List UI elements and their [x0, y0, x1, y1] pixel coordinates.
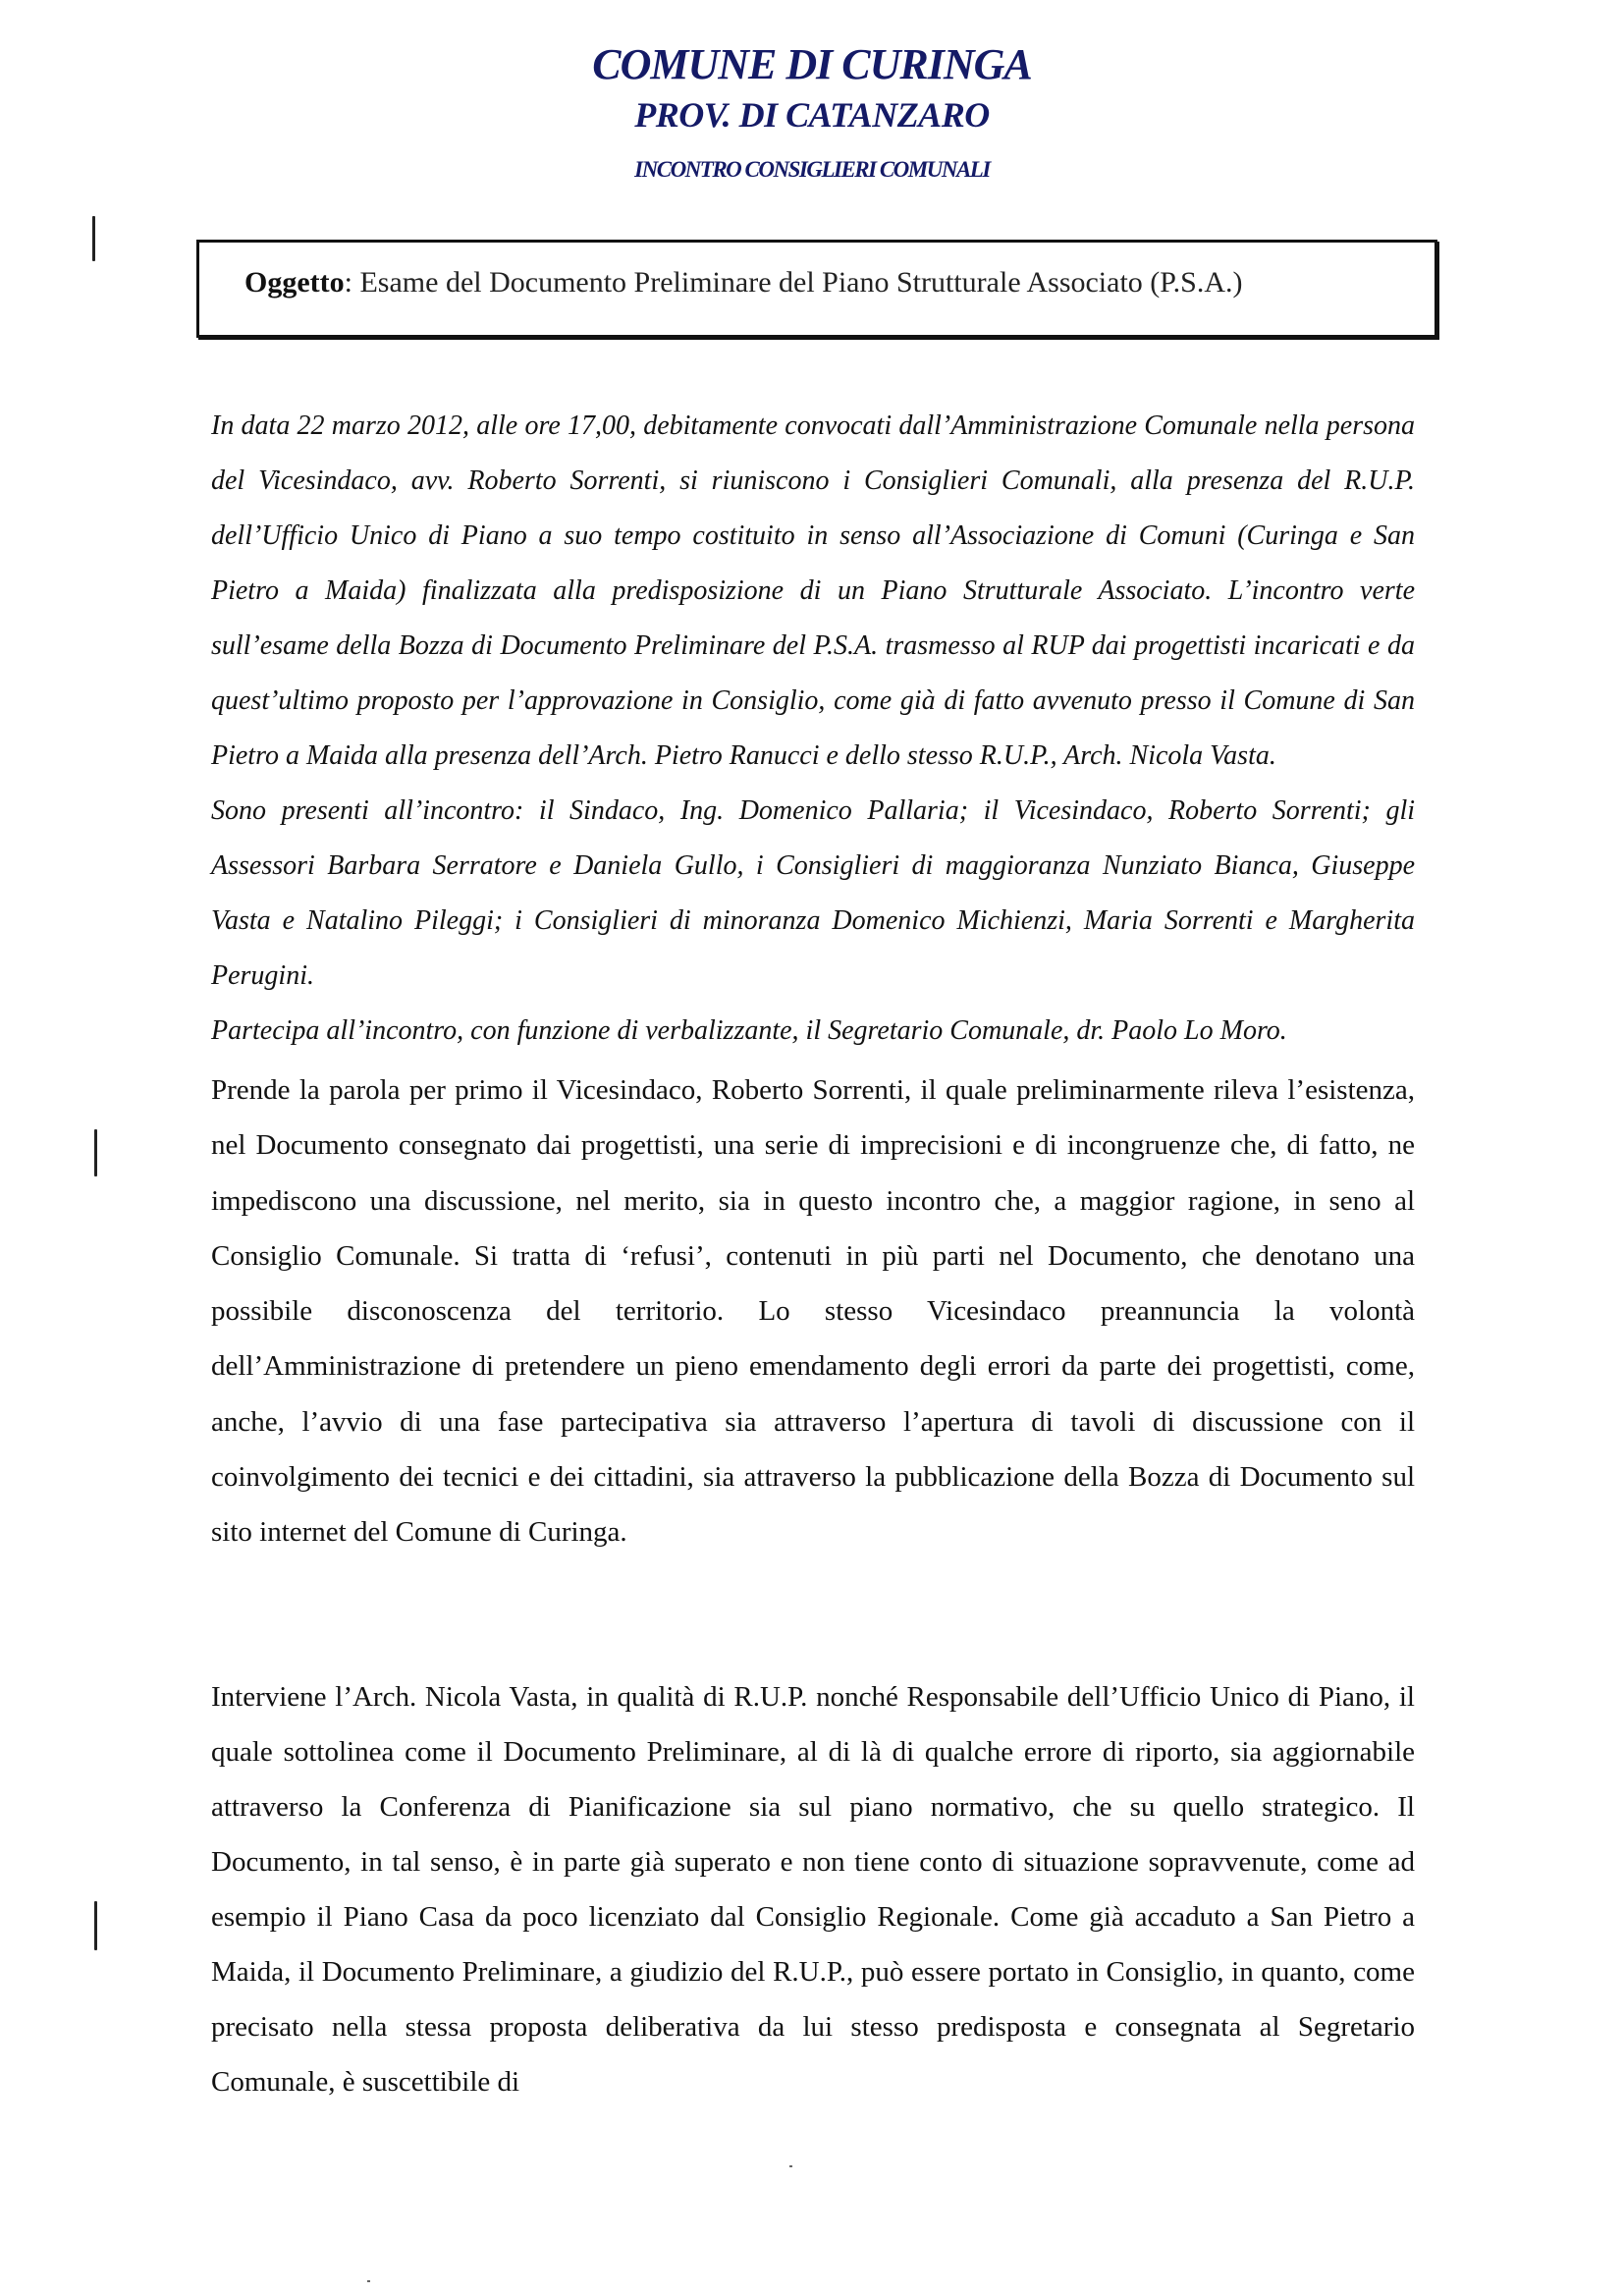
- intro-section: [211, 399, 1415, 1059]
- intro-paragraph-attendees: Sono presenti all’incontro: il Sindaco, Ing. Domenico Pallaria; il Vicesindaco, Roberto Sorrenti; gli Assessori Barbara Serratore e Daniela Gullo, i Consiglieri di maggioranza Nunziato Bianca, Giuseppe Vasta e Natalino Pileggi; i Consiglieri di minoranza Domenico Michienzi, Maria Sorrenti e Margherita Perugini.: [211, 795, 1415, 991]
- subject-line: [244, 266, 1242, 300]
- scan-speck: [789, 2165, 792, 2167]
- scan-speck: [367, 2280, 370, 2282]
- margin-mark: [94, 1129, 97, 1176]
- subject-box: [196, 240, 1437, 338]
- header-comune: COMUNE DI CURINGA: [592, 40, 1032, 88]
- paragraph-rup: Interviene l’Arch. Nicola Vasta, in qualità di R.U.P. nonché Responsabile dell’Ufficio Unico di Piano, il quale sottolinea come il Documento Preliminare, al di là di qualche errore di riporto, sia aggiornabile attraverso la Conferenza di Pianificazione sia sul piano normativo, che su quello strategico. Il Documento, in tal senso, è in parte già superato e non tiene conto di situazione sopravvenute, come ad esempio il Piano Casa da poco licenziato dal Consiglio Regionale. Come già accaduto a San Pietro a Maida, il Documento Preliminare, a giudizio del R.U.P., può essere portato in Consiglio, in quanto, come precisato nella stessa proposta deliberativa da lui stesso predisposta e consegnata al Segretario Comunale, è suscettibile di: [211, 1681, 1415, 2098]
- header-incontro: INCONTRO CONSIGLIERI COMUNALI: [634, 157, 990, 182]
- subject-text: : Esame del Documento Preliminare del Piano Strutturale Associato (P.S.A.): [344, 266, 1243, 299]
- margin-mark: [94, 1901, 97, 1950]
- header-provincia: PROV. DI CATANZARO: [634, 95, 990, 135]
- paragraph-vicesindaco: Prende la parola per primo il Vicesindaco, Roberto Sorrenti, il quale preliminarmente rileva l’esistenza, nel Documento consegnato dai progettisti, una serie di imprecisioni e di incongruenze che, di fatto, ne impediscono una discussione, nel merito, sia in questo incontro che, a maggior ragione, in seno al Consiglio Comunale. Si tratta di ‘refusi’, contenuti in più parti nel Documento, che denotano una possibile disconoscenza del territorio. Lo stesso Vicesindaco preannuncia la volontà dell’Amministrazione di pretendere un pieno emendamento degli errori da parte dei progettisti, come, anche, l’avvio di una fase partecipativa sia attraverso l’apertura di tavoli di discussione con il coinvolgimento dei tecnici e dei cittadini, sia attraverso la pubblicazione della Bozza di Documento sul sito internet del Comune di Curinga.: [211, 1074, 1415, 1549]
- intro-paragraph-secretary: Partecipa all’incontro, con funzione di verbalizzante, il Segretario Comunale, dr. Paolo Lo Moro.: [211, 1015, 1287, 1046]
- intro-paragraph-convocation: In data 22 marzo 2012, alle ore 17,00, debitamente convocati dall’Amministrazione Comunale nella persona del Vicesindaco, avv. Roberto Sorrenti, si riuniscono i Consiglieri Comunali, alla presenza del R.U.P. dell’Ufficio Unico di Piano a suo tempo costituito in senso all’Associazione di Comuni (Curinga e San Pietro a Maida) finalizzata alla predisposizione di un Piano Strutturale Associato. L’incontro verte sull’esame della Bozza di Documento Preliminare del P.S.A. trasmesso al RUP dai progettisti incaricati e da quest’ultimo proposto per l’approvazione in Consiglio, come già di fatto avvenuto presso il Comune di San Pietro a Maida alla presenza dell’Arch. Pietro Ranucci e dello stesso R.U.P., Arch. Nicola Vasta.: [211, 410, 1415, 771]
- margin-mark: [92, 216, 95, 261]
- subject-label: Oggetto: [244, 266, 345, 299]
